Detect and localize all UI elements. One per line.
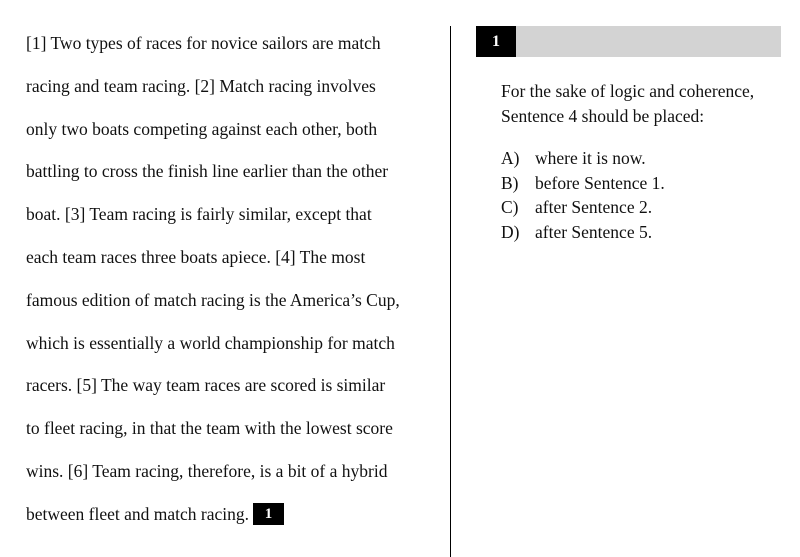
- passage-line: racers. [5] The way team races are scored is similar: [26, 375, 386, 396]
- option-text: before Sentence 1.: [535, 172, 665, 193]
- option-text: after Sentence 5.: [535, 221, 653, 242]
- option-letter: D): [501, 221, 520, 242]
- answer-options: [501, 146, 665, 244]
- option-letter: B): [501, 172, 519, 193]
- passage-line: each team races three boats apiece. [4] The most: [26, 246, 366, 267]
- passage-line: racing and team racing. [2] Match racing involves: [26, 75, 376, 96]
- passage: [26, 22, 436, 536]
- passage-line: boat. [3] Team racing is fairly similar, except that: [26, 204, 372, 225]
- passage-line: only two boats competing against each other, both: [26, 118, 378, 139]
- question-marker-inline[interactable]: 1: [253, 503, 284, 525]
- passage-line: which is essentially a world championship for match: [26, 332, 395, 353]
- question-prompt: [501, 79, 786, 128]
- answer-option-c[interactable]: [501, 195, 665, 220]
- answer-option-d[interactable]: [501, 220, 665, 245]
- passage-line: famous edition of match racing is the America’s Cup,: [26, 289, 400, 310]
- option-letter: A): [501, 148, 520, 168]
- passage-line-text: between fleet and match racing.: [26, 503, 250, 524]
- question-prompt-line: For the sake of logic and coherence,: [501, 81, 755, 101]
- question-number-box: 1: [476, 26, 516, 57]
- question-prompt-line: Sentence 4 should be placed:: [501, 105, 705, 126]
- option-text: after Sentence 2.: [535, 197, 653, 218]
- passage-line-last: [26, 493, 436, 536]
- passage-line: to fleet racing, in that the team with the lowest score: [26, 418, 393, 439]
- passage-line: [1] Two types of races for novice sailors are match: [26, 33, 381, 53]
- answer-option-b[interactable]: [501, 171, 665, 196]
- question-header-bar: [476, 26, 781, 57]
- passage-line: battling to cross the finish line earlier than the other: [26, 161, 389, 182]
- option-text: where it is now.: [535, 148, 646, 168]
- column-divider: [450, 26, 451, 557]
- option-letter: C): [501, 197, 519, 218]
- passage-line: wins. [6] Team racing, therefore, is a bit of a hybrid: [26, 460, 388, 481]
- answer-option-a[interactable]: [501, 146, 665, 171]
